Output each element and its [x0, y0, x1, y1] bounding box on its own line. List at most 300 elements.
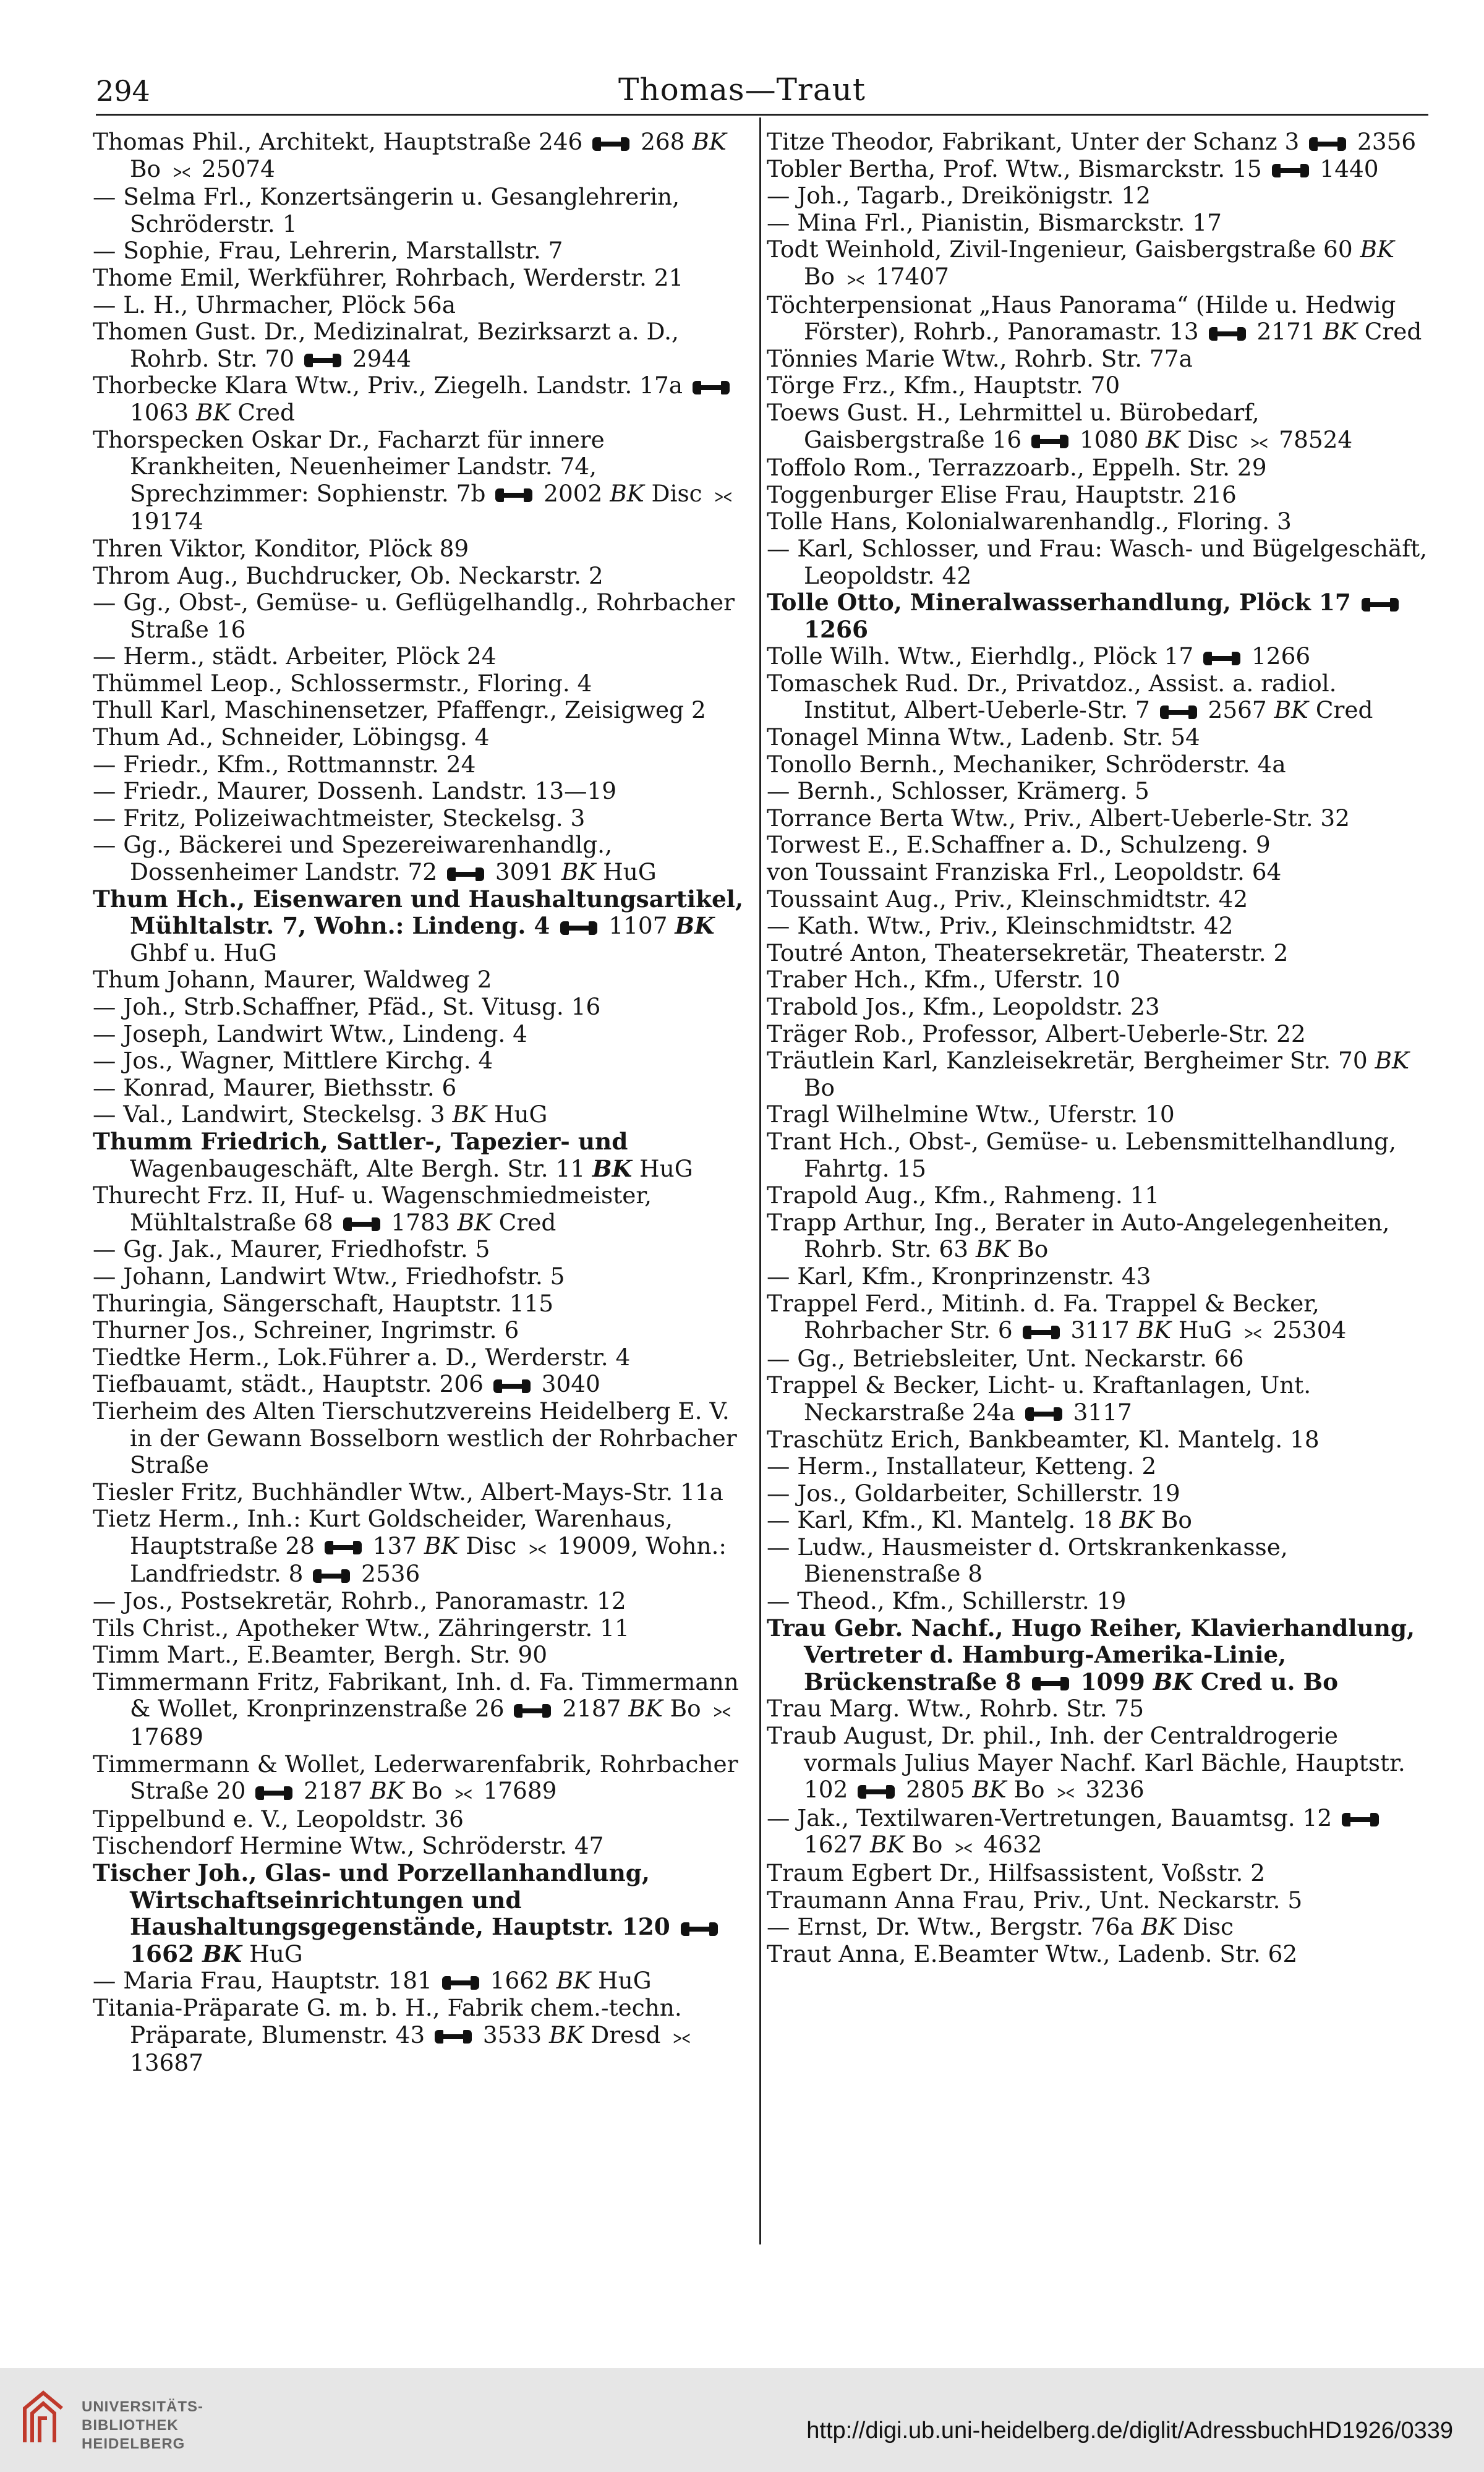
entry-text: HuG: [595, 858, 657, 886]
directory-entry: [93, 1642, 753, 1669]
directory-entry: [93, 1615, 753, 1642]
entry-text: Thorspecken Oskar Dr., Facharzt für innere Krankheiten, Neuenheimer Landstr. 74, Sprechzimmer: Sophienstr. 7b: [93, 425, 605, 507]
entry-text: Tischendorf Hermine Wtw., Schröderstr. 47: [93, 1832, 604, 1860]
entry-text: 25304: [1265, 1316, 1347, 1344]
entry-text: Trappel & Becker, Licht- u. Kraftanlagen, Unt. Neckarstraße 24a: [767, 1371, 1311, 1426]
entry-text: Thomen Gust. Dr., Medizinalrat, Bezirksarzt a. D., Rohrb. Str. 70: [93, 318, 679, 372]
directory-entry: [767, 1182, 1428, 1209]
telephone-receiver-icon: [681, 1922, 718, 1936]
entry-text: — Selma Frl., Konzertsängerin u. Gesanglehrerin, Schröderstr. 1: [93, 183, 680, 237]
entry-text: Toutré Anton, Theatersekretär, Theaterstr. 2: [767, 939, 1289, 966]
entry-text: 1080: [1072, 425, 1146, 453]
entry-text: Tietz Herm., Inh.: Kurt Goldscheider, Warenhaus, Hauptstraße 28: [93, 1505, 673, 1559]
bank-abbreviation: BK: [561, 858, 596, 886]
entry-text: Tiefbauamt, städt., Hauptstr. 206: [93, 1370, 491, 1398]
library-logo: [19, 2384, 68, 2452]
entry-text: Titze Theodor, Fabrikant, Unter der Schanz 3: [767, 128, 1307, 155]
entry-text: Throm Aug., Buchdrucker, Ob. Neckarstr. 2: [93, 561, 603, 589]
entry-text: 3533: [475, 2021, 549, 2048]
entry-text: Disc: [458, 1532, 524, 1559]
directory-entry: [93, 1047, 753, 1075]
entry-text: Thumm Friedrich, Sattler-, Tapezier- und: [93, 1127, 628, 1155]
entry-text: Timmermann & Wollet, Lederwarenfabrik, Rohrbacher Straße 20: [93, 1750, 738, 1805]
entry-text: 1266: [804, 615, 869, 643]
directory-entry: [767, 508, 1428, 535]
entry-text: 268: [633, 128, 693, 155]
entry-text: — Joseph, Landwirt Wtw., Lindeng. 4: [93, 1020, 527, 1047]
entry-text: — Johann, Landwirt Wtw., Friedhofstr. 5: [93, 1262, 565, 1290]
telephone-receiver-icon: [325, 1541, 362, 1554]
entry-text: HuG: [486, 1101, 548, 1128]
entry-text: Todt Weinhold, Zivil-Ingenieur, Gaisbergstraße 60: [767, 236, 1360, 263]
entry-text: 2187: [555, 1695, 629, 1723]
entry-text: — Gg., Obst-, Gemüse- u. Geflügelhandlg., Rohrbacher Straße 16: [93, 589, 735, 643]
entry-text: Träutlein Karl, Kanzleisekretär, Bergheimer Str. 70: [767, 1047, 1375, 1075]
directory-entry: [767, 589, 1428, 643]
entry-text: HuG: [242, 1940, 303, 1967]
directory-entry: [767, 1941, 1428, 1968]
directory-entry: [767, 399, 1428, 454]
directory-entry: [93, 1588, 753, 1615]
directory-entry: [767, 1887, 1428, 1914]
telephone-receiver-icon: [592, 137, 629, 151]
entry-text: Thren Viktor, Konditor, Plöck 89: [93, 534, 469, 562]
directory-entry: [767, 1480, 1428, 1507]
directory-entry: [93, 643, 753, 670]
entry-text: Bo: [804, 262, 842, 290]
entry-text: Bo: [1154, 1506, 1192, 1534]
entry-text: Bo: [804, 1073, 835, 1101]
directory-entry: [767, 966, 1428, 994]
bank-abbreviation: BK: [1274, 696, 1308, 724]
entry-text: 1063: [130, 398, 197, 426]
entry-text: 17689: [475, 1777, 557, 1805]
column-divider: [759, 117, 761, 2244]
bank-abbreviation: BK: [1323, 318, 1357, 346]
directory-entry: [767, 805, 1428, 832]
entry-text: Thum Hch., Eisenwaren und Haushaltungsartikel, Mühltalstr. 7, Wohn.: Lindeng. 4: [93, 885, 744, 940]
directory-entry: [767, 129, 1428, 156]
entry-text: Tobler Bertha, Prof. Wtw., Bismarckstr. 15: [767, 155, 1269, 182]
directory-entry: [767, 1263, 1428, 1290]
entry-text: — Jak., Textilwaren-Vertretungen, Bauamtsg. 12: [767, 1804, 1340, 1831]
directory-entry: [767, 1534, 1428, 1588]
bank-abbreviation: BK: [1153, 1668, 1193, 1695]
telephone-receiver-icon: [304, 354, 341, 367]
directory-entry: [767, 535, 1428, 589]
telephone-receiver-icon: [313, 1569, 350, 1583]
entry-text: — Jos., Wagner, Mittlere Kirchg. 4: [93, 1047, 493, 1075]
entry-text: 2805: [898, 1776, 973, 1804]
directory-entry: [767, 940, 1428, 967]
radio-horn-icon: ⪥: [1250, 428, 1267, 453]
radio-horn-icon: ⪥: [713, 1698, 730, 1722]
entry-text: Thum Ad., Schneider, Löbingsg. 4: [93, 723, 490, 751]
directory-entry: [93, 1506, 753, 1588]
entry-text: — Friedr., Kfm., Rottmannstr. 24: [93, 750, 476, 778]
directory-entry: [93, 1806, 753, 1833]
entry-text: HuG: [591, 1967, 652, 1995]
directory-entry: [767, 724, 1428, 751]
bank-abbreviation: BK: [592, 1154, 633, 1182]
directory-entry: [93, 966, 753, 994]
directory-entry: [767, 778, 1428, 805]
entry-text: Thome Emil, Werkführer, Rohrbach, Werderstr. 21: [93, 263, 684, 291]
entry-text: — Joh., Tagarb., Dreikönigstr. 12: [767, 182, 1151, 210]
telephone-receiver-icon: [560, 921, 597, 935]
bank-abbreviation: BK: [870, 1831, 905, 1859]
bank-abbreviation: BK: [1145, 425, 1180, 453]
entry-text: 1783: [383, 1208, 458, 1236]
entry-text: Trau Marg. Wtw., Rohrb. Str. 75: [767, 1695, 1144, 1723]
directory-entry: [93, 1075, 753, 1102]
directory-entry: [767, 913, 1428, 940]
directory-entry: [93, 1833, 753, 1860]
entry-text: Ghbf u. HuG: [130, 939, 278, 966]
entry-text: 2171: [1249, 318, 1323, 346]
entry-text: Disc: [1175, 1913, 1234, 1941]
telephone-receiver-icon: [343, 1217, 380, 1231]
bank-abbreviation: BK: [548, 2021, 584, 2048]
entry-text: Trabold Jos., Kfm., Leopoldstr. 23: [767, 993, 1160, 1020]
directory-entry: [767, 236, 1428, 291]
entry-text: 3091: [487, 858, 561, 886]
source-url[interactable]: http://digi.ub.uni-heidelberg.de/diglit/AdressbuchHD1926/0339: [806, 2418, 1453, 2444]
entry-text: Wagenbaugeschäft, Alte Bergh. Str. 11: [130, 1154, 593, 1182]
entry-text: Thum Johann, Maurer, Waldweg 2: [93, 966, 492, 994]
entry-text: Cred: [1357, 318, 1422, 346]
telephone-receiver-icon: [1209, 327, 1246, 341]
bank-abbreviation: BK: [1136, 1316, 1171, 1344]
directory-entry: [767, 156, 1428, 183]
telephone-receiver-icon: [1025, 1407, 1062, 1421]
telephone-receiver-icon: [255, 1786, 292, 1800]
directory-entry: [767, 1047, 1428, 1101]
directory-entry: [767, 1588, 1428, 1615]
entry-text: 78524: [1271, 425, 1353, 453]
entry-text: — Herm., Installateur, Ketteng. 2: [767, 1452, 1157, 1480]
entry-text: Tippelbund e. V., Leopoldstr. 36: [93, 1805, 464, 1833]
directory-entry: [93, 1263, 753, 1290]
entry-text: Bo: [1010, 1235, 1049, 1263]
entry-text: 1440: [1312, 155, 1379, 182]
directory-entry: [93, 1101, 753, 1128]
entry-text: Traum Egbert Dr., Hilfsassistent, Voßstr. 2: [767, 1859, 1265, 1886]
directory-entry: [767, 859, 1428, 886]
bank-abbreviation: BK: [196, 398, 231, 426]
directory-entry: [767, 1021, 1428, 1048]
directory-entry: [767, 643, 1428, 670]
entry-text: Toffolo Rom., Terrazzoarb., Eppelh. Str. 29: [767, 454, 1267, 482]
directory-entry: [93, 994, 753, 1021]
directory-entry: [767, 1453, 1428, 1480]
entry-text: Toussaint Aug., Priv., Kleinschmidtstr. 42: [767, 885, 1248, 913]
entry-text: Disc: [644, 479, 710, 507]
entry-text: 2944: [344, 344, 412, 372]
directory-entry: [93, 1021, 753, 1048]
bank-abbreviation: BK: [628, 1695, 663, 1723]
telephone-receiver-icon: [1160, 705, 1197, 719]
directory-entry: [767, 1426, 1428, 1454]
bank-abbreviation: BK: [556, 1967, 591, 1995]
entry-text: Tischer Joh., Glas- und Porzellanhandlung, Wirtschaftseinrichtungen und Haushaltungsgegenstände, Hauptstr. 120: [93, 1859, 678, 1941]
bank-abbreviation: BK: [675, 912, 715, 940]
entry-text: Thurecht Frz. II, Huf- u. Wagenschmiedmeister, Mühltalstraße 68: [93, 1182, 652, 1236]
directory-entry: [767, 210, 1428, 237]
directory-entry: [93, 1669, 753, 1751]
header-rule: [96, 114, 1428, 116]
entry-text: 19174: [130, 508, 203, 535]
entry-text: Toews Gust. H., Lehrmittel u. Bürobedarf, Gaisbergstraße 16: [767, 398, 1260, 453]
entry-text: 1662: [130, 1940, 203, 1967]
entry-text: Cred: [230, 398, 295, 426]
directory-entry: [93, 670, 753, 697]
directory-entry: [93, 237, 753, 265]
entry-text: — Friedr., Maurer, Dossenh. Landstr. 13—19: [93, 777, 617, 805]
entry-text: — Ludw., Hausmeister d. Ortskrankenkasse, Bienenstraße 8: [767, 1533, 1288, 1588]
directory-entry: [93, 372, 753, 426]
directory-entry: [767, 1615, 1428, 1696]
entry-text: von Toussaint Franziska Frl., Leopoldstr. 64: [767, 858, 1282, 886]
directory-entry: [93, 1479, 753, 1506]
telephone-receiver-icon: [447, 867, 484, 881]
telephone-receiver-icon: [1023, 1326, 1060, 1339]
radio-horn-icon: ⪥: [1057, 1779, 1073, 1803]
directory-entry: [93, 1344, 753, 1371]
entry-text: Thurner Jos., Schreiner, Ingrimstr. 6: [93, 1316, 519, 1344]
entry-text: — L. H., Uhrmacher, Plöck 56a: [93, 291, 456, 318]
entry-text: 3117: [1063, 1316, 1137, 1344]
directory-entry: [93, 1290, 753, 1318]
directory-entry: [767, 292, 1428, 346]
right-column: [767, 129, 1428, 1967]
directory-entry: [767, 182, 1428, 210]
entry-text: Töchterpensionat „Haus Panorama“ (Hilde u. Hedwig Förster), Rohrb., Panoramastr. 13: [767, 291, 1396, 346]
radio-horn-icon: ⪥: [714, 482, 731, 506]
entry-text: — Sophie, Frau, Lehrerin, Marstallstr. 7: [93, 237, 563, 265]
entry-text: Torrance Berta Wtw., Priv., Albert-Ueberle-Str. 32: [767, 804, 1350, 832]
entry-text: — Bernh., Schlosser, Krämerg. 5: [767, 777, 1149, 805]
telephone-receiver-icon: [1031, 435, 1068, 448]
entry-text: Traub August, Dr. phil., Inh. der Centraldrogerie vormals Julius Mayer Nachf. Karl Bächle, Hauptstr. 102: [767, 1722, 1405, 1804]
directory-entry: [93, 265, 753, 292]
entry-text: Thull Karl, Maschinensetzer, Pfaffengr., Zeisigweg 2: [93, 696, 706, 724]
directory-entry: [93, 292, 753, 319]
bank-abbreviation: BK: [975, 1235, 1010, 1263]
directory-entry: [767, 1723, 1428, 1805]
running-head: Thomas—Traut: [618, 72, 866, 108]
directory-entry: [93, 1128, 753, 1182]
entry-text: — Mina Frl., Pianistin, Bismarckstr. 17: [767, 208, 1222, 236]
entry-text: — Fritz, Polizeiwachtmeister, Steckelsg. 3: [93, 804, 586, 832]
entry-text: Disc: [1180, 425, 1246, 453]
entry-text: Thorbecke Klara Wtw., Priv., Ziegelh. Landstr. 17a: [93, 372, 690, 399]
entry-text: Cred: [1308, 696, 1373, 724]
logo-line: UNIVERSITÄTS-: [82, 2398, 204, 2415]
directory-entry: [93, 1371, 753, 1398]
radio-horn-icon: ⪥: [955, 1834, 971, 1858]
entry-text: — Theod., Kfm., Schillerstr. 19: [767, 1587, 1127, 1615]
library-logo-text: [82, 2398, 203, 2453]
directory-entry: [93, 805, 753, 832]
entry-text: 1662: [482, 1967, 556, 1995]
bank-abbreviation: BK: [1360, 236, 1394, 263]
telephone-receiver-icon: [495, 488, 532, 502]
entry-text: — Kath. Wtw., Priv., Kleinschmidtstr. 42: [767, 912, 1234, 940]
radio-horn-icon: ⪥: [846, 265, 864, 289]
entry-text: Trant Hch., Obst-, Gemüse- u. Lebensmittelhandlung, Fahrtg. 15: [767, 1127, 1396, 1182]
directory-entry: [767, 886, 1428, 913]
entry-text: Tonollo Bernh., Mechaniker, Schröderstr. 4a: [767, 750, 1286, 778]
logo-line: BIBLIOTHEK: [82, 2417, 179, 2434]
directory-entry: [767, 372, 1428, 399]
entry-text: — Karl, Schlosser, und Frau: Wasch- und Bügelgeschäft, Leopoldstr. 42: [767, 534, 1427, 589]
entry-text: Traber Hch., Kfm., Uferstr. 10: [767, 966, 1120, 994]
entry-text: Tragl Wilhelmine Wtw., Uferstr. 10: [767, 1101, 1175, 1128]
telephone-receiver-icon: [1032, 1677, 1069, 1690]
directory-entry: [767, 1372, 1428, 1426]
bank-abbreviation: BK: [424, 1532, 459, 1559]
entry-text: 137: [365, 1532, 424, 1559]
entry-text: 1107: [601, 912, 675, 940]
directory-entry: [93, 1182, 753, 1236]
entry-text: Tolle Hans, Kolonialwarenhandlg., Floring. 3: [767, 508, 1292, 535]
bank-abbreviation: BK: [202, 1940, 242, 1967]
directory-entry: [767, 1914, 1428, 1941]
directory-entry: [93, 1967, 753, 1995]
directory-entry: [93, 1317, 753, 1344]
directory-entry: [93, 184, 753, 237]
directory-entry: [767, 346, 1428, 373]
entry-text: HuG: [1171, 1316, 1240, 1344]
directory-entry: [767, 670, 1428, 724]
entry-text: — Ernst, Dr. Wtw., Bergstr. 76a: [767, 1913, 1141, 1941]
entry-text: Thümmel Leop., Schlossermstr., Floring. 4: [93, 669, 592, 697]
entry-text: 2187: [296, 1777, 370, 1805]
entry-text: Toggenburger Elise Frau, Hauptstr. 216: [767, 480, 1237, 508]
directory-entry: [93, 129, 753, 184]
left-column: [93, 129, 753, 2077]
directory-entry: [767, 1860, 1428, 1887]
entry-text: Thuringia, Sängerschaft, Hauptstr. 115: [93, 1289, 554, 1317]
telephone-receiver-icon: [1342, 1813, 1379, 1826]
entry-text: 4632: [976, 1831, 1043, 1859]
entry-text: Tomaschek Rud. Dr., Privatdoz., Assist. a. radiol. Institut, Albert-Ueberle-Str. 7: [767, 669, 1337, 724]
directory-entry: [93, 1860, 753, 1967]
bank-abbreviation: BK: [1141, 1913, 1176, 1941]
entry-text: Tils Christ., Apotheker Wtw., Zähringerstr. 11: [93, 1614, 629, 1642]
directory-entry: [767, 832, 1428, 859]
telephone-receiver-icon: [1272, 164, 1309, 177]
entry-text: Torwest E., E.Schaffner a. D., Schulzeng. 9: [767, 831, 1271, 859]
directory-entry: [767, 454, 1428, 482]
directory-entry: [93, 535, 753, 563]
radio-horn-icon: ⪥: [454, 1780, 471, 1804]
directory-entry: [93, 563, 753, 590]
entry-text: — Jos., Goldarbeiter, Schillerstr. 19: [767, 1479, 1180, 1507]
bank-abbreviation: BK: [610, 479, 644, 507]
telephone-receiver-icon: [1203, 652, 1240, 665]
entry-text: Titania-Präparate G. m. b. H., Fabrik chem.-techn. Präparate, Blumenstr. 43: [93, 1993, 682, 2048]
directory-entry: [93, 1995, 753, 2077]
entry-text: — Karl, Kfm., Kronprinzenstr. 43: [767, 1262, 1151, 1290]
directory-entry: [767, 1507, 1428, 1534]
entry-text: Dresd: [583, 2021, 668, 2048]
entry-text: Träger Rob., Professor, Albert-Ueberle-Str. 22: [767, 1020, 1306, 1047]
entry-text: Traut Anna, E.Beamter Wtw., Ladenb. Str. 62: [767, 1940, 1298, 1967]
entry-text: Trappel Ferd., Mitinh. d. Fa. Trappel & Becker, Rohrbacher Str. 6: [767, 1289, 1320, 1344]
entry-text: Tiesler Fritz, Buchhändler Wtw., Albert-Mays-Str. 11a: [93, 1478, 723, 1506]
entry-text: 2356: [1350, 128, 1417, 155]
directory-entry: [93, 1236, 753, 1263]
entry-text: Timm Mart., E.Beamter, Bergh. Str. 90: [93, 1641, 548, 1669]
directory-entry: [767, 1209, 1428, 1263]
entry-text: Tiedtke Herm., Lok.Führer a. D., Werderstr. 4: [93, 1343, 631, 1371]
entry-text: Traumann Anna Frau, Priv., Unt. Neckarstr. 5: [767, 1886, 1303, 1914]
entry-text: Tonagel Minna Wtw., Ladenb. Str. 54: [767, 723, 1200, 751]
directory-entry: [767, 751, 1428, 778]
bank-abbreviation: BK: [452, 1101, 487, 1128]
directory-entry: [93, 724, 753, 751]
entry-text: — Jos., Postsekretär, Rohrb., Panoramastr. 12: [93, 1587, 626, 1615]
radio-horn-icon: ⪥: [173, 158, 190, 182]
entry-text: — Val., Landwirt, Steckelsg. 3: [93, 1101, 453, 1128]
directory-entry: [93, 427, 753, 535]
entry-text: 1627: [804, 1831, 871, 1859]
entry-text: Bo: [662, 1695, 709, 1723]
bank-abbreviation: BK: [1375, 1047, 1409, 1075]
entry-text: Bo: [904, 1831, 950, 1859]
directory-entry: [93, 697, 753, 724]
directory-entry: [93, 778, 753, 805]
entry-text: 2002: [536, 479, 610, 507]
entry-text: Thomas Phil., Architekt, Hauptstraße 246: [93, 128, 591, 155]
entry-text: — Gg., Betriebsleiter, Unt. Neckarstr. 66: [767, 1344, 1244, 1372]
entry-text: Trapold Aug., Kfm., Rahmeng. 11: [767, 1182, 1160, 1209]
directory-entry: [767, 1805, 1428, 1860]
entry-text: Timmermann Fritz, Fabrikant, Inh. d. Fa. Timmermann & Wollet, Kronprinzenstraße 26: [93, 1668, 739, 1723]
entry-text: Bo: [130, 155, 168, 182]
entry-text: — Gg., Bäckerei und Spezereiwarenhandlg., Dossenheimer Landstr. 72: [93, 831, 612, 886]
entry-text: 1099: [1072, 1668, 1153, 1695]
entry-text: 17407: [868, 262, 949, 290]
telephone-receiver-icon: [858, 1785, 895, 1799]
bank-abbreviation: BK: [692, 128, 727, 155]
entry-text: Cred u. Bo: [1192, 1668, 1339, 1695]
bank-abbreviation: BK: [457, 1208, 492, 1236]
directory-entry: [93, 1398, 753, 1479]
entry-text: — Herm., städt. Arbeiter, Plöck 24: [93, 642, 497, 670]
radio-horn-icon: ⪥: [1244, 1319, 1261, 1344]
telephone-receiver-icon: [514, 1704, 551, 1718]
directory-entry: [767, 1695, 1428, 1723]
entry-text: Tolle Wilh. Wtw., Eierhdlg., Plöck 17: [767, 642, 1201, 670]
entry-text: Cred: [491, 1208, 556, 1236]
radio-horn-icon: ⪥: [673, 2024, 689, 2048]
entry-text: HuG: [632, 1154, 693, 1182]
telephone-receiver-icon: [435, 2030, 472, 2044]
directory-entry: [93, 751, 753, 778]
directory-entry: [93, 318, 753, 372]
entry-text: — Maria Frau, Hauptstr. 181: [93, 1967, 440, 1995]
entry-text: — Joh., Strb.Schaffner, Pfäd., St. Vitusg. 16: [93, 993, 601, 1020]
radio-horn-icon: ⪥: [529, 1535, 545, 1559]
entry-text: 19009, Wohn.: Landfriedstr. 8: [130, 1532, 727, 1588]
directory-entry: [93, 886, 753, 967]
entry-text: 25074: [194, 155, 275, 182]
entry-text: 3236: [1078, 1776, 1145, 1804]
entry-text: Tierheim des Alten Tierschutzvereins Heidelberg E. V. in der Gewann Bosselborn westlich der Rohrbacher Straße: [93, 1397, 737, 1479]
